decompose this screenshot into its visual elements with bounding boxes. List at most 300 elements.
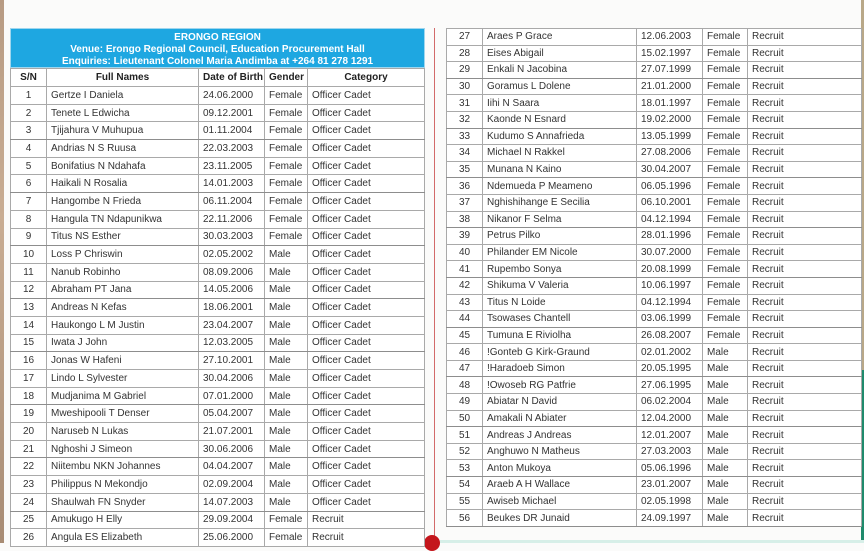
cell-sn: 55 [447, 493, 483, 510]
cell-category: Recruit [748, 78, 862, 95]
table-row [11, 334, 425, 352]
table-row [447, 327, 862, 344]
cell-category: Officer Cadet [308, 334, 425, 352]
cell-category: Officer Cadet [308, 458, 425, 476]
cell-sn: 18 [11, 387, 47, 405]
cell-full-name: Andrias N S Ruusa [47, 140, 199, 158]
cell-sn: 14 [11, 316, 47, 334]
page-edge-left [0, 0, 4, 543]
cell-full-name: Kaonde N Esnard [483, 111, 637, 128]
cell-date-of-birth: 02.05.1998 [637, 493, 703, 510]
table-row [11, 210, 425, 228]
cell-category: Officer Cadet [308, 228, 425, 246]
cell-gender: Female [703, 261, 748, 278]
cell-sn: 6 [11, 175, 47, 193]
venue-text: Venue: Erongo Regional Council, Education Procurement Hall [70, 44, 365, 55]
candidates-table-right [446, 28, 862, 527]
cell-category: Recruit [308, 529, 425, 547]
region-title: ERONGO REGION [174, 32, 261, 43]
cell-category: Recruit [748, 327, 862, 344]
cell-gender: Female [265, 210, 308, 228]
cell-sn: 23 [11, 476, 47, 494]
cell-full-name: Niitembu NKN Johannes [47, 458, 199, 476]
cell-full-name: Tjijahura V Muhupua [47, 122, 199, 140]
table-row [11, 405, 425, 423]
table-row [11, 529, 425, 547]
cell-category: Recruit [748, 294, 862, 311]
cell-category: Recruit [748, 45, 862, 62]
table-row [11, 157, 425, 175]
table-row [11, 387, 425, 405]
table-row [447, 427, 862, 444]
cell-gender: Male [703, 410, 748, 427]
cell-full-name: Haikali N Rosalia [47, 175, 199, 193]
table-row [11, 493, 425, 511]
table-row [447, 194, 862, 211]
cell-sn: 28 [447, 45, 483, 62]
cell-category: Recruit [748, 261, 862, 278]
cell-full-name: !Haradoeb Simon [483, 360, 637, 377]
cell-category: Officer Cadet [308, 104, 425, 122]
cell-sn: 21 [11, 440, 47, 458]
cell-gender: Female [265, 511, 308, 529]
table-row [447, 294, 862, 311]
cell-full-name: Titus N Loide [483, 294, 637, 311]
cell-category: Recruit [748, 62, 862, 79]
table-row [11, 370, 425, 388]
cell-full-name: Goramus L Dolene [483, 78, 637, 95]
cell-gender: Female [265, 140, 308, 158]
cell-full-name: Michael N Rakkel [483, 145, 637, 162]
cell-full-name: Amakali N Abiater [483, 410, 637, 427]
cell-category: Recruit [748, 161, 862, 178]
cell-category: Recruit [748, 244, 862, 261]
cell-date-of-birth: 21.07.2001 [199, 423, 265, 441]
cell-full-name: Naruseb N Lukas [47, 423, 199, 441]
cell-full-name: !Gonteb G Kirk-Graund [483, 344, 637, 361]
cell-full-name: Petrus Pilko [483, 228, 637, 245]
table-row [447, 510, 862, 527]
cell-date-of-birth: 12.06.2003 [637, 29, 703, 46]
cell-date-of-birth: 23.04.2007 [199, 316, 265, 334]
cell-date-of-birth: 27.08.2006 [637, 145, 703, 162]
cell-full-name: Nanub Robinho [47, 263, 199, 281]
cell-gender: Female [703, 62, 748, 79]
cell-date-of-birth: 29.09.2004 [199, 511, 265, 529]
table-row [447, 145, 862, 162]
cell-date-of-birth: 02.09.2004 [199, 476, 265, 494]
cell-sn: 8 [11, 210, 47, 228]
cell-gender: Female [703, 228, 748, 245]
cell-gender: Female [703, 194, 748, 211]
cell-sn: 7 [11, 193, 47, 211]
table-row [447, 410, 862, 427]
cell-full-name: Amukugo H Elly [47, 511, 199, 529]
cell-category: Recruit [748, 510, 862, 527]
cell-full-name: Tumuna E Riviolha [483, 327, 637, 344]
cell-category: Recruit [748, 277, 862, 294]
cell-date-of-birth: 04.12.1994 [637, 211, 703, 228]
region-banner [10, 28, 425, 68]
cell-gender: Male [703, 377, 748, 394]
cell-date-of-birth: 03.06.1999 [637, 311, 703, 328]
cell-sn: 42 [447, 277, 483, 294]
cell-date-of-birth: 22.03.2003 [199, 140, 265, 158]
cell-gender: Female [703, 29, 748, 46]
cell-category: Recruit [748, 178, 862, 195]
table-row [447, 178, 862, 195]
cell-date-of-birth: 25.06.2000 [199, 529, 265, 547]
cell-full-name: Tenete L Edwicha [47, 104, 199, 122]
cell-sn: 39 [447, 228, 483, 245]
cell-gender: Male [265, 440, 308, 458]
table-row [447, 311, 862, 328]
cell-date-of-birth: 27.03.2003 [637, 443, 703, 460]
cell-category: Recruit [748, 95, 862, 112]
cell-gender: Male [703, 394, 748, 411]
col-header-category: Category [308, 69, 425, 87]
cell-full-name: Ndemueda P Meameno [483, 178, 637, 195]
cell-date-of-birth: 04.12.1994 [637, 294, 703, 311]
cell-category: Officer Cadet [308, 210, 425, 228]
table-row [11, 228, 425, 246]
cell-category: Officer Cadet [308, 423, 425, 441]
table-row [447, 460, 862, 477]
cell-gender: Female [265, 87, 308, 105]
cell-date-of-birth: 12.01.2007 [637, 427, 703, 444]
table-row [447, 443, 862, 460]
cell-date-of-birth: 05.06.1996 [637, 460, 703, 477]
cell-category: Recruit [748, 145, 862, 162]
table-row [447, 244, 862, 261]
cell-full-name: Beukes DR Junaid [483, 510, 637, 527]
cell-category: Officer Cadet [308, 405, 425, 423]
cell-category: Recruit [748, 128, 862, 145]
cell-sn: 40 [447, 244, 483, 261]
cell-sn: 56 [447, 510, 483, 527]
cell-date-of-birth: 23.01.2007 [637, 477, 703, 494]
cell-full-name: Abiatar N David [483, 394, 637, 411]
cell-sn: 3 [11, 122, 47, 140]
cell-gender: Female [703, 161, 748, 178]
cell-gender: Male [265, 493, 308, 511]
cell-date-of-birth: 02.05.2002 [199, 246, 265, 264]
cell-date-of-birth: 06.11.2004 [199, 193, 265, 211]
cell-gender: Female [703, 327, 748, 344]
table-row [447, 161, 862, 178]
table-row [11, 458, 425, 476]
cell-date-of-birth: 27.10.2001 [199, 352, 265, 370]
cell-gender: Male [265, 246, 308, 264]
cell-full-name: Hangula TN Ndapunikwa [47, 210, 199, 228]
cell-category: Recruit [748, 344, 862, 361]
cell-sn: 11 [11, 263, 47, 281]
cell-full-name: Kudumo S Annafrieda [483, 128, 637, 145]
cell-date-of-birth: 30.04.2007 [637, 161, 703, 178]
cell-full-name: Iwata J John [47, 334, 199, 352]
table-row [447, 95, 862, 112]
cell-date-of-birth: 27.06.1995 [637, 377, 703, 394]
cell-sn: 33 [447, 128, 483, 145]
cell-sn: 20 [11, 423, 47, 441]
table-row [11, 140, 425, 158]
cell-category: Officer Cadet [308, 387, 425, 405]
cell-date-of-birth: 10.06.1997 [637, 277, 703, 294]
cell-gender: Female [265, 104, 308, 122]
cell-date-of-birth: 14.01.2003 [199, 175, 265, 193]
cell-category: Recruit [748, 360, 862, 377]
cell-date-of-birth: 23.11.2005 [199, 157, 265, 175]
cell-gender: Male [265, 405, 308, 423]
cell-category: Recruit [748, 493, 862, 510]
cell-full-name: Tsowases Chantell [483, 311, 637, 328]
cell-category: Recruit [748, 477, 862, 494]
cell-gender: Female [703, 178, 748, 195]
cell-sn: 17 [11, 370, 47, 388]
cell-full-name: Eises Abigail [483, 45, 637, 62]
cell-gender: Male [703, 344, 748, 361]
cell-date-of-birth: 08.09.2006 [199, 263, 265, 281]
cell-full-name: Mudjanima M Gabriel [47, 387, 199, 405]
cell-category: Officer Cadet [308, 246, 425, 264]
cell-sn: 37 [447, 194, 483, 211]
cell-gender: Female [703, 78, 748, 95]
table-row [11, 352, 425, 370]
cell-full-name: Awiseb Michael [483, 493, 637, 510]
col-header-dob: Date of Birth [199, 69, 265, 87]
cell-gender: Male [703, 493, 748, 510]
table-row [447, 360, 862, 377]
table-row [447, 477, 862, 494]
cell-sn: 46 [447, 344, 483, 361]
cell-gender: Female [703, 111, 748, 128]
cell-category: Recruit [748, 29, 862, 46]
cell-category: Officer Cadet [308, 281, 425, 299]
cell-sn: 10 [11, 246, 47, 264]
table-row [447, 261, 862, 278]
table-row [11, 476, 425, 494]
enquiries-text: Enquiries: Lieutenant Colonel Maria Andimba at +264 81 278 1291 [61, 56, 374, 67]
col-header-name: Full Names [47, 69, 199, 87]
cell-date-of-birth: 13.05.1999 [637, 128, 703, 145]
cell-category: Recruit [748, 460, 862, 477]
cell-full-name: Philander EM Nicole [483, 244, 637, 261]
red-badge-icon [424, 535, 440, 551]
cell-gender: Male [265, 352, 308, 370]
cell-date-of-birth: 06.10.2001 [637, 194, 703, 211]
cell-gender: Male [265, 263, 308, 281]
cell-date-of-birth: 30.06.2006 [199, 440, 265, 458]
cell-full-name: Araeb A H Wallace [483, 477, 637, 494]
cell-category: Recruit [748, 377, 862, 394]
col-header-sn: S/N [11, 69, 47, 87]
cell-category: Recruit [748, 427, 862, 444]
table-row [11, 316, 425, 334]
cell-date-of-birth: 18.06.2001 [199, 299, 265, 317]
table-row [11, 263, 425, 281]
table-row [447, 344, 862, 361]
table-row [447, 377, 862, 394]
cell-category: Recruit [748, 211, 862, 228]
cell-sn: 27 [447, 29, 483, 46]
cell-category: Recruit [748, 111, 862, 128]
cell-gender: Male [265, 334, 308, 352]
cell-gender: Male [265, 299, 308, 317]
cell-category: Officer Cadet [308, 440, 425, 458]
cell-gender: Female [703, 277, 748, 294]
table-row [11, 193, 425, 211]
cell-sn: 41 [447, 261, 483, 278]
cell-full-name: Rupembo Sonya [483, 261, 637, 278]
cell-sn: 29 [447, 62, 483, 79]
cell-gender: Female [703, 45, 748, 62]
cell-gender: Female [703, 211, 748, 228]
cell-category: Officer Cadet [308, 193, 425, 211]
col-header-gender: Gender [265, 69, 308, 87]
cell-category: Recruit [748, 194, 862, 211]
table-row [447, 394, 862, 411]
cell-category: Recruit [748, 443, 862, 460]
cell-full-name: Jonas W Hafeni [47, 352, 199, 370]
cell-category: Recruit [748, 394, 862, 411]
cell-gender: Female [265, 228, 308, 246]
cell-category: Officer Cadet [308, 493, 425, 511]
cell-category: Officer Cadet [308, 370, 425, 388]
cell-gender: Male [265, 370, 308, 388]
cell-gender: Male [265, 458, 308, 476]
table-row [11, 423, 425, 441]
cell-full-name: Titus NS Esther [47, 228, 199, 246]
cell-full-name: Anton Mukoya [483, 460, 637, 477]
cell-category: Officer Cadet [308, 352, 425, 370]
cell-date-of-birth: 15.02.1997 [637, 45, 703, 62]
cell-date-of-birth: 12.04.2000 [637, 410, 703, 427]
cell-full-name: Andreas J Andreas [483, 427, 637, 444]
cell-sn: 49 [447, 394, 483, 411]
table-panel-left [10, 28, 425, 547]
cell-sn: 9 [11, 228, 47, 246]
table-row [447, 128, 862, 145]
cell-full-name: Enkali N Jacobina [483, 62, 637, 79]
cell-full-name: Mweshipooli T Denser [47, 405, 199, 423]
cell-date-of-birth: 01.11.2004 [199, 122, 265, 140]
cell-gender: Male [265, 316, 308, 334]
table-row [11, 175, 425, 193]
cell-gender: Female [703, 95, 748, 112]
column-divider [434, 28, 435, 538]
cell-category: Officer Cadet [308, 263, 425, 281]
table-row [11, 122, 425, 140]
cell-sn: 36 [447, 178, 483, 195]
cell-gender: Female [265, 122, 308, 140]
cell-sn: 51 [447, 427, 483, 444]
table-row [447, 29, 862, 46]
cell-sn: 24 [11, 493, 47, 511]
table-row [11, 104, 425, 122]
cell-full-name: Haukongo L M Justin [47, 316, 199, 334]
cell-full-name: Iihi N Saara [483, 95, 637, 112]
cell-date-of-birth: 07.01.2000 [199, 387, 265, 405]
cell-gender: Male [703, 477, 748, 494]
cell-sn: 31 [447, 95, 483, 112]
cell-category: Officer Cadet [308, 157, 425, 175]
cell-sn: 38 [447, 211, 483, 228]
cell-date-of-birth: 06.02.2004 [637, 394, 703, 411]
cell-full-name: Shikuma V Valeria [483, 277, 637, 294]
table-row [447, 228, 862, 245]
table-row [11, 299, 425, 317]
cell-sn: 16 [11, 352, 47, 370]
cell-sn: 30 [447, 78, 483, 95]
cell-category: Recruit [748, 311, 862, 328]
cell-full-name: Philippus N Mekondjo [47, 476, 199, 494]
cell-date-of-birth: 27.07.1999 [637, 62, 703, 79]
cell-gender: Female [265, 175, 308, 193]
cell-date-of-birth: 19.02.2000 [637, 111, 703, 128]
cell-gender: Male [265, 281, 308, 299]
cell-date-of-birth: 30.04.2006 [199, 370, 265, 388]
cell-sn: 5 [11, 157, 47, 175]
cell-gender: Female [703, 128, 748, 145]
cell-full-name: Nghishihange E Secilia [483, 194, 637, 211]
cell-gender: Female [703, 145, 748, 162]
cell-category: Officer Cadet [308, 316, 425, 334]
cell-full-name: Anghuwo N Matheus [483, 443, 637, 460]
table-row [447, 493, 862, 510]
candidates-table-left [10, 68, 425, 547]
cell-full-name: Angula ES Elizabeth [47, 529, 199, 547]
cell-sn: 4 [11, 140, 47, 158]
table-row [447, 277, 862, 294]
table-row [447, 78, 862, 95]
cell-sn: 48 [447, 377, 483, 394]
cell-date-of-birth: 14.07.2003 [199, 493, 265, 511]
cell-sn: 25 [11, 511, 47, 529]
cell-sn: 45 [447, 327, 483, 344]
cell-category: Officer Cadet [308, 476, 425, 494]
cell-sn: 12 [11, 281, 47, 299]
cell-date-of-birth: 24.09.1997 [637, 510, 703, 527]
cell-category: Recruit [748, 228, 862, 245]
cell-date-of-birth: 30.07.2000 [637, 244, 703, 261]
cell-gender: Male [703, 427, 748, 444]
table-row [11, 440, 425, 458]
cell-date-of-birth: 05.04.2007 [199, 405, 265, 423]
cell-gender: Male [265, 476, 308, 494]
cell-category: Officer Cadet [308, 299, 425, 317]
cell-sn: 44 [447, 311, 483, 328]
cell-date-of-birth: 30.03.2003 [199, 228, 265, 246]
cell-full-name: Gertze I Daniela [47, 87, 199, 105]
cell-gender: Male [265, 387, 308, 405]
cell-date-of-birth: 24.06.2000 [199, 87, 265, 105]
cell-category: Officer Cadet [308, 140, 425, 158]
cell-date-of-birth: 26.08.2007 [637, 327, 703, 344]
table-row [11, 281, 425, 299]
cell-gender: Female [703, 244, 748, 261]
table-header-row [11, 69, 425, 87]
cell-sn: 2 [11, 104, 47, 122]
cell-sn: 47 [447, 360, 483, 377]
table-row [11, 246, 425, 264]
cell-category: Officer Cadet [308, 175, 425, 193]
cell-sn: 1 [11, 87, 47, 105]
cell-full-name: Nghoshi J Simeon [47, 440, 199, 458]
cell-full-name: Munana N Kaino [483, 161, 637, 178]
cell-gender: Male [703, 460, 748, 477]
cell-full-name: Loss P Chriswin [47, 246, 199, 264]
cell-full-name: Bonifatius N Ndahafa [47, 157, 199, 175]
